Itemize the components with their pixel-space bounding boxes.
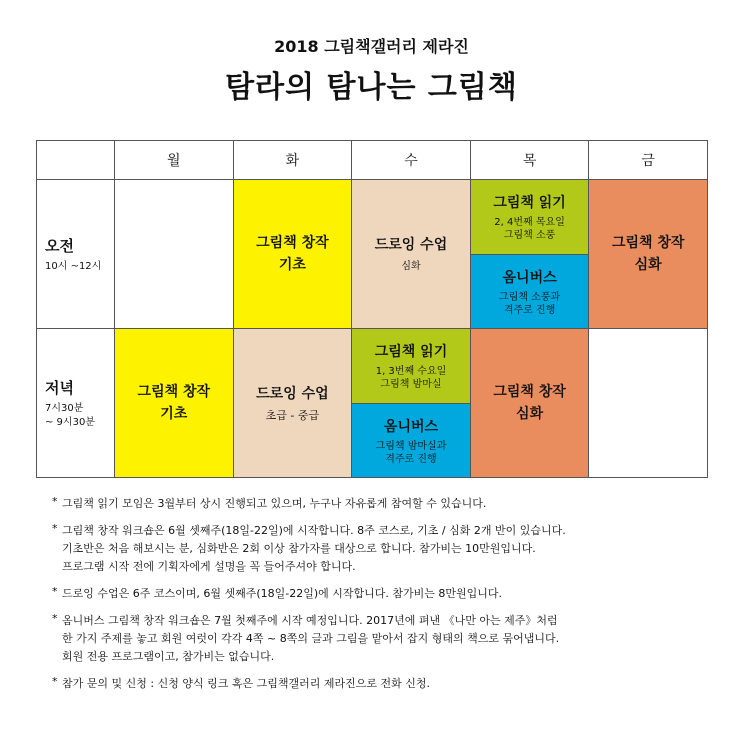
morning-label-cell (37, 180, 115, 329)
day-mon: 월 (115, 141, 234, 180)
note-line: 참가 문의 및 신청 : 신청 양식 링크 혹은 그림책갤러리 제라진으로 전화 신청. (62, 677, 430, 690)
class-title: 옴니버스 (383, 418, 439, 435)
note-item (52, 675, 692, 693)
morning-thu-split (470, 180, 589, 329)
note-line: 드로잉 수업은 6주 코스이며, 6월 셋째주(18일-22일)에 시작합니다. 참가비는 8만원입니다. (62, 587, 503, 600)
evening-fri-empty (589, 329, 708, 478)
note-line: 한 가지 주제를 놓고 회원 여럿이 각각 4쪽 ~ 8쪽의 글과 그림을 맡아서 잡지 형태의 책으로 묶어냅니다. (62, 632, 560, 645)
class-level: 기초 (160, 406, 188, 422)
poster-subtitle: 2018 그림책갤러리 제라진 (274, 37, 469, 56)
class-detail: 그림책 밤마실과 (375, 440, 447, 452)
morning-thu-omnibus (471, 254, 589, 328)
class-detail: 그림책 밤마실 (380, 379, 442, 390)
class-detail: 격주로 진행 (385, 453, 437, 465)
evening-label: 저녁 (45, 378, 74, 397)
day-fri: 금 (589, 141, 708, 180)
note-line: 회원 전용 프로그램이고, 참가비는 없습니다. (62, 650, 275, 663)
bullet-icon: * (52, 495, 58, 508)
evening-row (37, 329, 708, 478)
evening-time-start: 7시30분 (45, 402, 84, 414)
class-level: 심화 (634, 257, 662, 273)
class-detail: 그림책 소풍 (503, 230, 556, 241)
corner-cell (37, 141, 115, 180)
class-title: 그림책 창작 (611, 235, 685, 251)
note-item (52, 585, 692, 603)
class-detail: 1, 3번째 수요일 (375, 366, 447, 377)
class-title: 그림책 창작 (256, 235, 329, 251)
morning-fri-class (589, 180, 708, 329)
evening-label-cell (37, 329, 115, 478)
class-detail: 격주로 진행 (503, 304, 556, 316)
header-row (37, 141, 708, 180)
class-detail: 그림책 소풍과 (499, 291, 561, 303)
morning-row (37, 180, 708, 329)
class-title: 그림책 읽기 (493, 195, 566, 211)
class-title: 드로잉 수업 (256, 386, 329, 402)
class-title: 그림책 창작 (493, 384, 566, 400)
note-line: 옴니버스 그림책 창작 워크숍은 7월 첫째주에 시작 예정입니다. 2017년에 펴낸 《나만 아는 제주》처럼 (62, 614, 558, 627)
note-line: 그림책 창작 워크숍은 6월 셋째주(18일-22일)에 시작합니다. 8주 코스로, 기초 / 심화 2개 반이 있습니다. (62, 524, 566, 537)
schedule-table (36, 140, 708, 478)
day-tue: 화 (233, 141, 352, 180)
poster-title: 탐라의 탐나는 그림책 (225, 70, 518, 105)
morning-tue-class (233, 180, 352, 329)
class-level: 심화 (401, 261, 421, 272)
bullet-icon: * (52, 585, 58, 598)
class-level: 기초 (278, 257, 306, 273)
morning-time: 10시 ~12시 (45, 260, 102, 272)
note-line: 기초반은 처음 해보시는 분, 심화반은 2회 이상 참가자를 대상으로 합니다. 참가비는 10만원입니다. (62, 542, 536, 555)
note-item (52, 612, 692, 666)
bullet-icon: * (52, 522, 58, 535)
day-wed: 수 (352, 141, 471, 180)
class-level: 심화 (516, 406, 544, 422)
morning-label: 오전 (45, 236, 74, 255)
bullet-icon: * (52, 612, 58, 625)
class-title: 드로잉 수업 (374, 237, 448, 253)
morning-thu-reading (471, 180, 589, 254)
notes-section (52, 495, 692, 702)
evening-thu-class (470, 329, 589, 478)
evening-wed-split (352, 329, 471, 478)
morning-mon-empty (115, 180, 234, 329)
class-detail: 2, 4번째 목요일 (494, 217, 565, 228)
evening-wed-reading (352, 329, 470, 403)
evening-mon-class (115, 329, 234, 478)
evening-wed-omnibus (352, 403, 470, 477)
note-item (52, 495, 692, 513)
class-title: 그림책 창작 (137, 384, 211, 400)
class-title: 그림책 읽기 (374, 344, 448, 360)
class-level: 초급 - 중급 (265, 409, 320, 422)
evening-time-end: ~ 9시30분 (45, 416, 95, 428)
day-thu: 목 (470, 141, 589, 180)
note-line: 그림책 읽기 모임은 3월부터 상시 진행되고 있으며, 누구나 자유롭게 참여할 수 있습니다. (62, 497, 487, 510)
evening-tue-class (233, 329, 352, 478)
note-item (52, 522, 692, 576)
morning-wed-class (352, 180, 471, 329)
class-title: 옴니버스 (502, 269, 557, 286)
note-line: 프로그램 시작 전에 기획자에게 설명을 꼭 들어주셔야 합니다. (62, 560, 356, 573)
bullet-icon: * (52, 675, 58, 688)
